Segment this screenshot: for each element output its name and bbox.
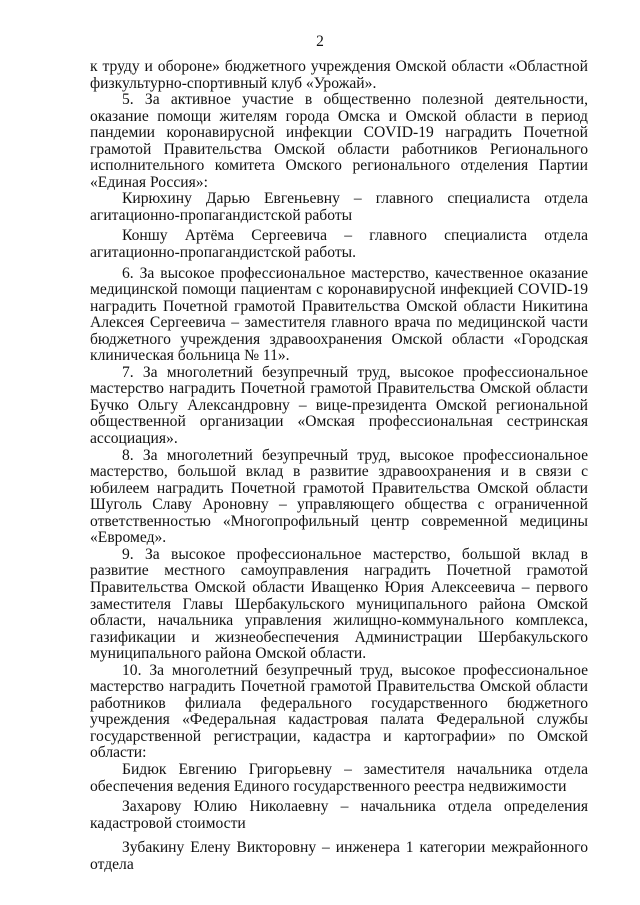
paragraph-continuation: к труду и обороне» бюджетного учреждения Омской области «Областной физкультурно-спортивный клуб «Урожай». — [90, 58, 588, 92]
paragraph-recipient-zubakina: Зубакину Елену Викторовну – инженера 1 категории межрайонного отдела — [90, 839, 588, 873]
paragraph-item-7: 7. За многолетний безупречный труд, высокое профессиональное мастерство наградить Почетной грамотой Правительства Омской области Бучко Ольгу Александровну – вице-президента Омской региональной общественной организации «Омская профессиональная сестринская ассоциация». — [90, 363, 588, 448]
document-body — [90, 59, 588, 873]
paragraph-item-9: 9. За высокое профессиональное мастерство, большой вклад в развитие местного самоуправления наградить Почетной грамотой Правительства Омской области Иващенко Юрия Алексеевича – первого заместителя Главы Шербакульского муниципального района Омской области, начальника управления жилищно-коммунального комплекса, газификации и жизнеобеспечения Администрации Шербакульского муниципального района Омской области. — [90, 545, 588, 663]
paragraph-item-6: 6. За высокое профессиональное мастерство, качественное оказание медицинской помощи пациентам с коронавирусной инфекцией COVID-19 наградить Почетной грамотой Правительства Омской области Никитина Алексея Сергеевича – заместителя главного врача по медицинской части бюджетного учреждения здравоохранения Омской области «Городская клиническая больница № 11». — [90, 264, 588, 365]
paragraph-item-10: 10. За многолетний безупречный труд, высокое профессиональное мастерство наградить Почетной грамотой Правительства Омской области работников филиала федерального государственного бюджетного учреждения «Федеральная кадастровая палата Федеральной службы государственной регистрации, кадастра и картографии» по Омской области: — [90, 661, 588, 762]
paragraph-recipient-konsha: Коншу Артёма Сергеевича – главного специалиста отдела агитационно-пропагандистской работы. — [90, 227, 588, 262]
paragraph-item-5: 5. За активное участие в общественно полезной деятельности, оказание помощи жителям города Омска и Омской области в период пандемии коронавирусной инфекции COVID-19 наградить Почетной грамотой Правительства Омской области работников Регионального исполнительного комитета Омского регионального отделения Партии «Единая Россия»: — [90, 91, 588, 191]
paragraph-item-8: 8. За многолетний безупречный труд, высокое профессиональное мастерство, большой вклад в развитие здравоохранения и в связи с юбилеем наградить Почетной грамотой Правительства Омской области Шуголь Славу Ароновну – управляющего общества с ограниченной ответственностью «Многопрофильный центр современной медицины «Евромед». — [90, 446, 588, 547]
paragraph-recipient-zakharova: Захарову Юлию Николаевну – начальника отдела определения кадастровой стоимости — [90, 798, 588, 832]
paragraph-recipient-kiryukhina: Кирюхину Дарью Евгеньевну – главного специалиста отдела агитационно-пропагандистской работы — [90, 190, 588, 224]
paragraph-recipient-bidyuk: Бидюк Евгению Григорьевну – заместителя начальника отдела обеспечения ведения Единого государственного реестра недвижимости — [90, 760, 588, 795]
page-number: 2 — [316, 33, 324, 50]
